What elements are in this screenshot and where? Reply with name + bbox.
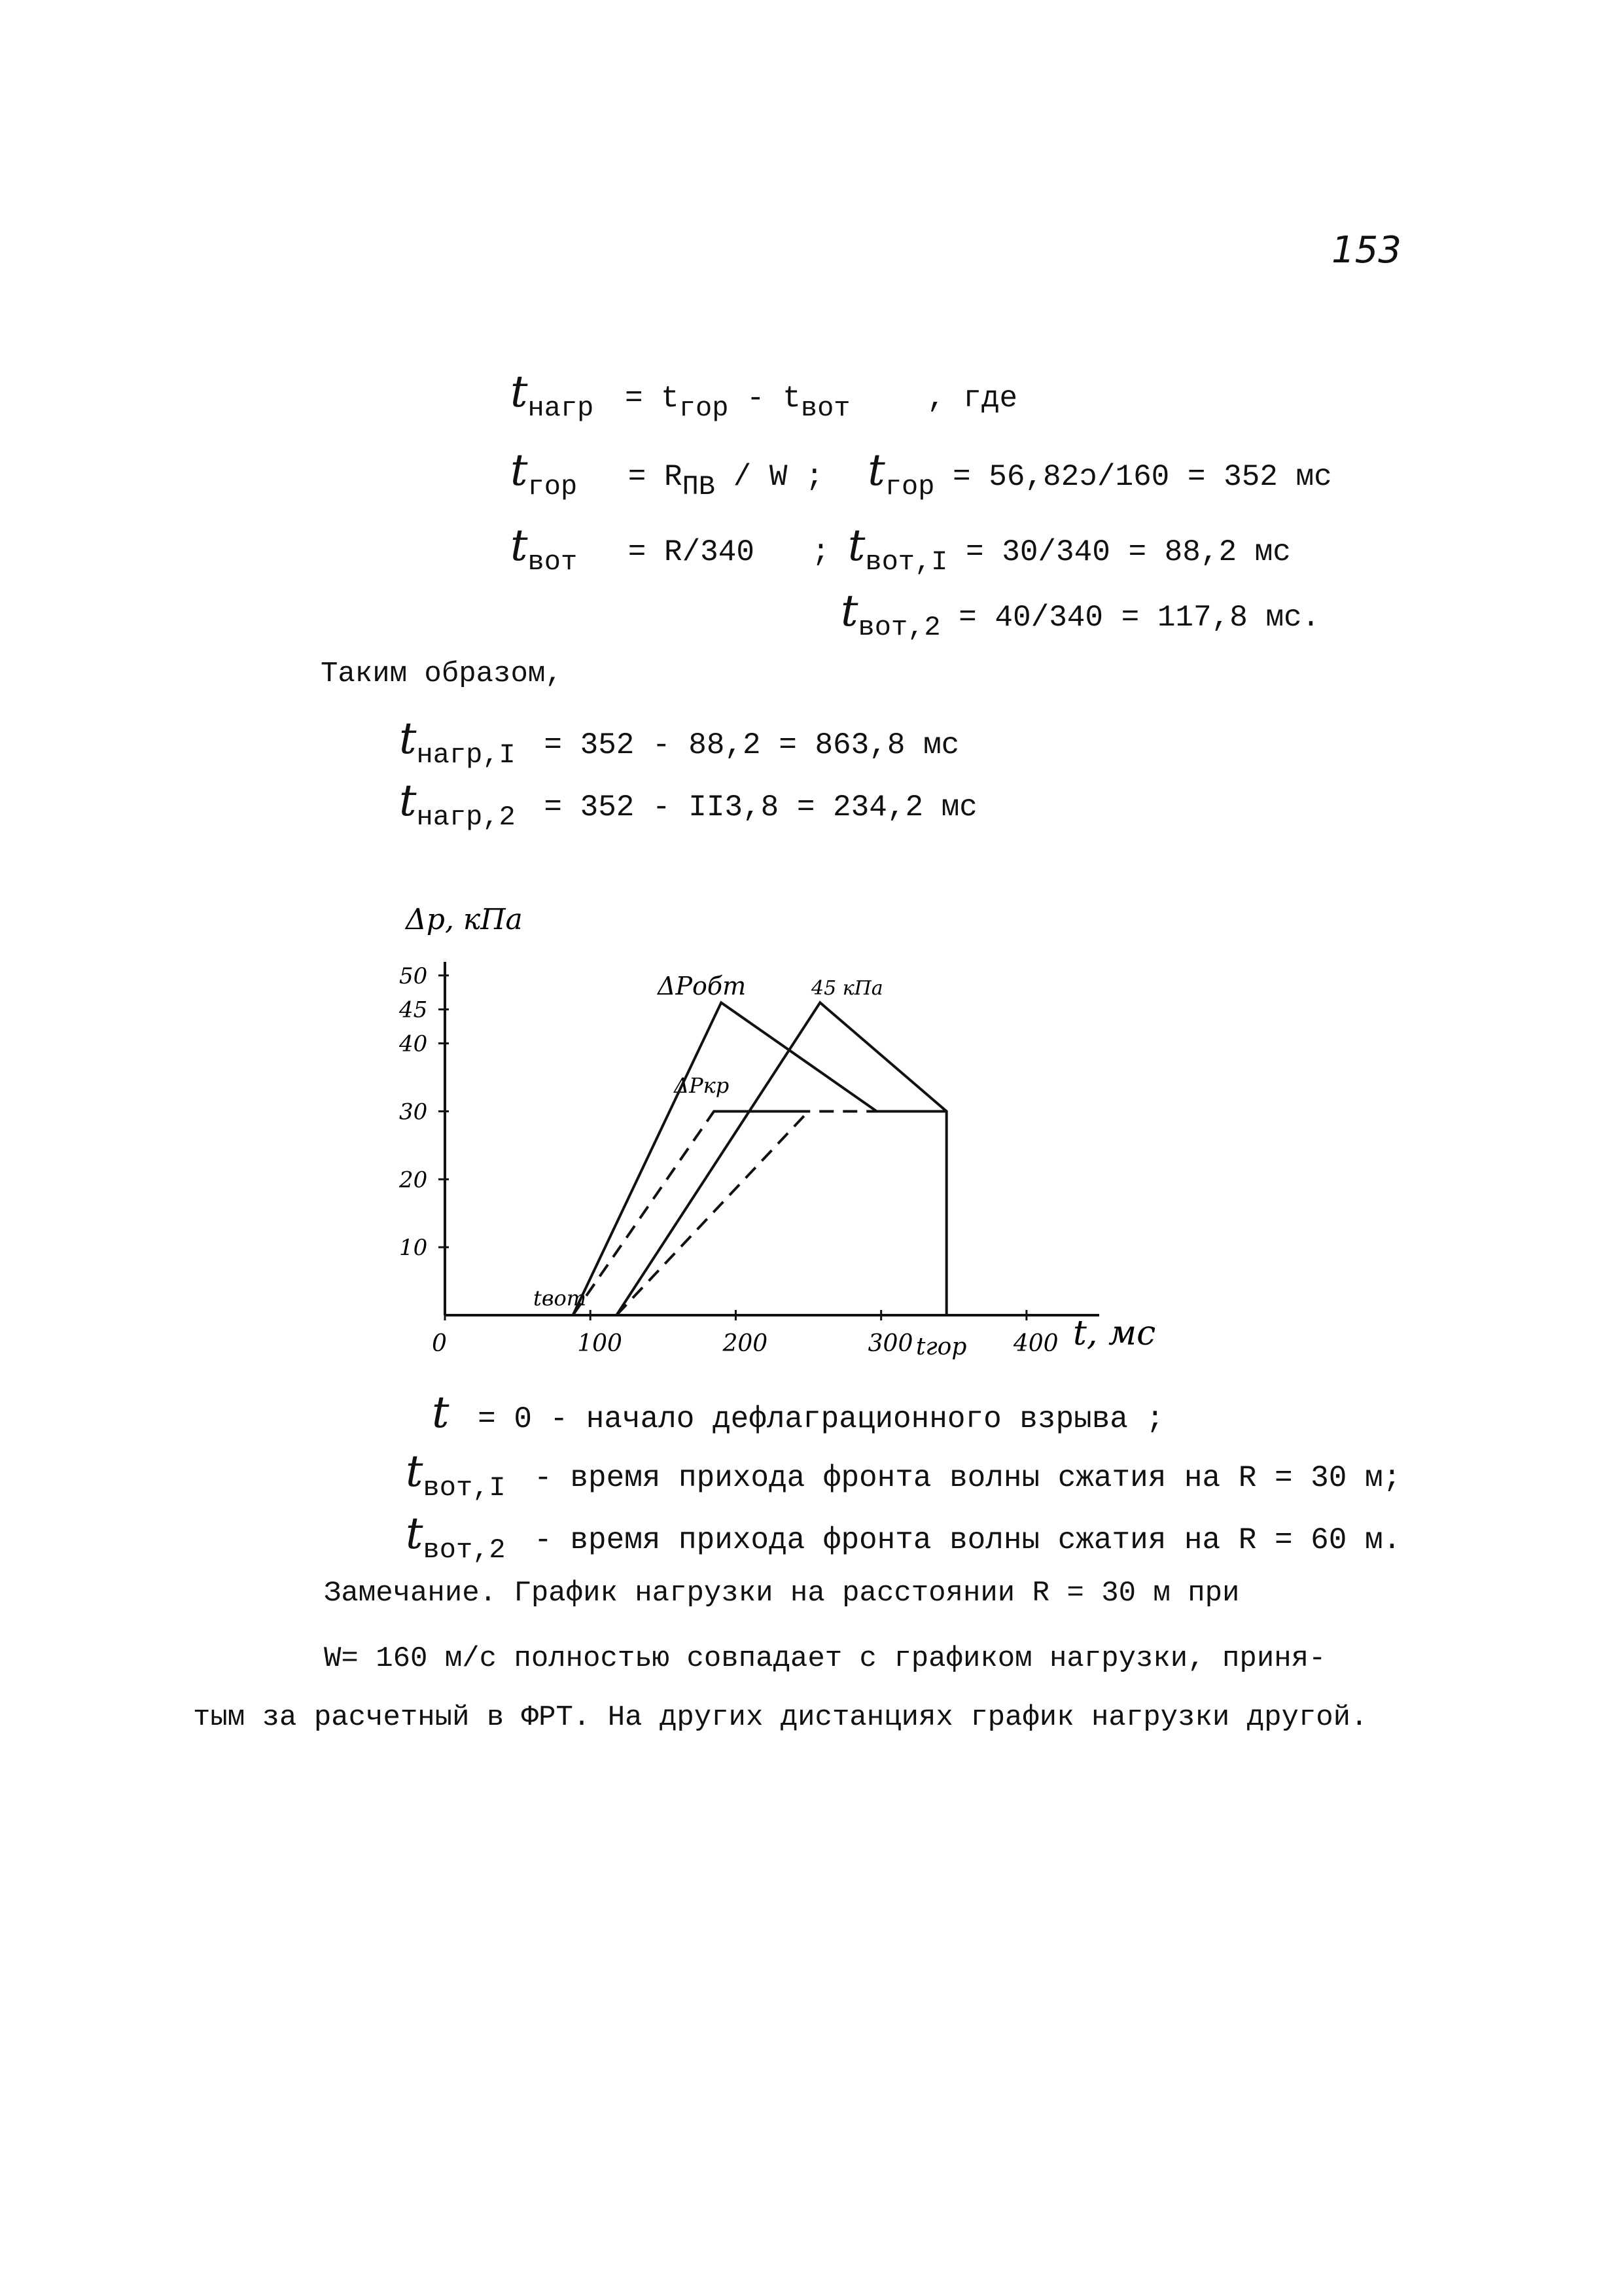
series-line-0: [445, 1002, 877, 1315]
series-line-3: [573, 1111, 877, 1315]
legend-line-2: $t_{вот,I}$ - время прихода фронта волны сжатия на R = 30 м;: [406, 1446, 1402, 1504]
x-tick-label: 400: [1013, 1330, 1059, 1357]
series-line-1: [616, 1002, 946, 1315]
x-tick-label: 200: [722, 1330, 768, 1357]
annotation-t-vot: tвот: [533, 1286, 587, 1311]
legend-line-3: $t_{вот,2}$ - время прихода фронта волны сжатия на R = 60 м.: [406, 1508, 1402, 1566]
note-line-2: W= 160 м/с полностью совпадает с графиком нагрузки, приня-: [324, 1642, 1326, 1675]
formula-1: $t_{нагр} = t_{гор} - t_{вот}$ , где: [510, 366, 1018, 424]
annotation-t-gor: tгор: [916, 1333, 967, 1360]
x-axis-label: t, мс: [1073, 1314, 1156, 1353]
y-tick-label: 50: [399, 963, 428, 989]
note-line-3: тым за расчетный в ФРТ. На других дистанциях график нагрузки другой.: [193, 1701, 1368, 1734]
result-2: $t_{нагр,2} = 352 - II3,8 = 234,2$ мс: [399, 775, 978, 833]
load-chart: [366, 896, 1191, 1381]
y-tick-label: 20: [399, 1167, 428, 1193]
legend-line-1: t = 0 - начало дефлаграционного взрыва ;: [432, 1387, 1165, 1438]
annotation-45kpa: 45 кПа: [811, 977, 883, 1000]
page-number: 153: [1331, 229, 1402, 272]
y-tick-label: 45: [399, 997, 428, 1023]
formula-4: $t_{вот,2} = 40/340 = 117,8$ мс.: [841, 586, 1320, 643]
y-tick-label: 30: [399, 1099, 428, 1125]
result-1: $t_{нагр,I} = 352 - 88,2 = 863,8$ мс: [399, 713, 960, 771]
x-tick-label: 0: [432, 1330, 447, 1357]
y-axis-label: Δp, кПа: [406, 903, 523, 936]
series-line-4: [616, 1111, 808, 1315]
x-tick-label: 100: [577, 1330, 622, 1357]
x-tick-label: 300: [868, 1330, 913, 1357]
formula-2: $t_{гор} = R_{ПВ} / W$ ; $t_{гор}$ = 56,82ɔ/160 = 352 мс: [510, 445, 1332, 503]
y-tick-label: 40: [399, 1031, 428, 1057]
note-line-1: Замечание. График нагрузки на расстоянии R = 30 м при: [324, 1577, 1240, 1610]
annotation-dp-obt: ΔPобт: [658, 972, 747, 1000]
formula-3: $t_{вот} = R/340$ ; $t_{вот,I} = 30/340 = 88,2$ мс: [510, 520, 1291, 578]
thus-label: Таким образом,: [321, 658, 563, 690]
annotation-dp-kr: ΔPкр: [674, 1073, 730, 1098]
y-tick-label: 10: [399, 1235, 428, 1262]
